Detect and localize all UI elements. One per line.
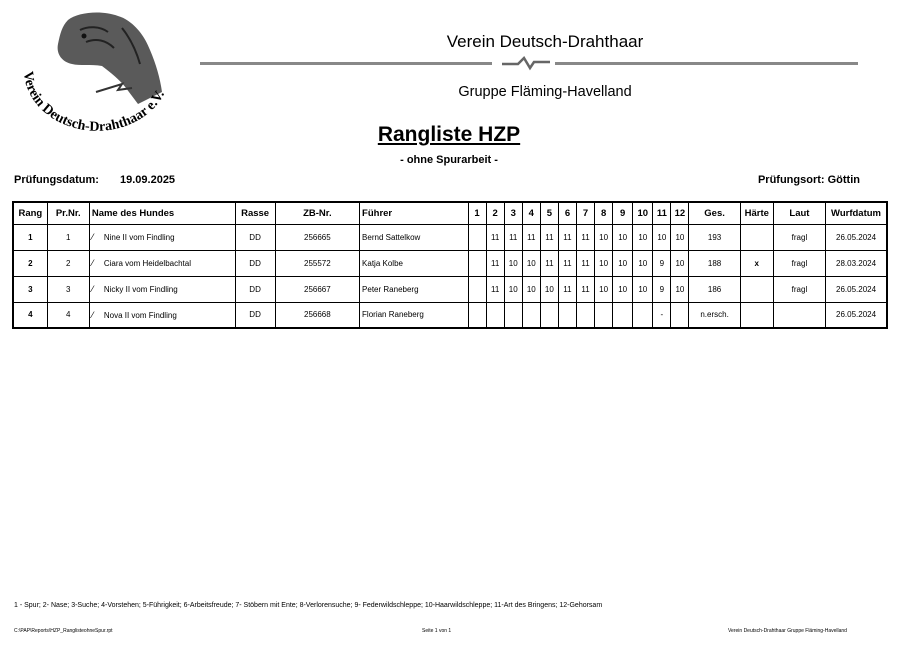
cell-s11: 9 <box>653 250 671 276</box>
cell-s4: 11 <box>522 224 540 250</box>
col-header: 3 <box>504 202 522 224</box>
cell-rang: 4 <box>13 302 47 328</box>
table-row <box>13 276 887 302</box>
cell-laut: fragl <box>773 224 825 250</box>
cell-prnr: 2 <box>47 250 89 276</box>
exam-date-value: 19.09.2025 <box>120 174 176 186</box>
cell-s12: 10 <box>671 276 689 302</box>
cell-name <box>89 224 235 250</box>
cell-s1 <box>468 224 486 250</box>
col-header: 8 <box>595 202 613 224</box>
cell-s1 <box>468 302 486 328</box>
female-symbol-icon: ⁄ <box>91 309 94 320</box>
cell-ges: 186 <box>689 276 740 302</box>
col-header: 9 <box>613 202 633 224</box>
cell-fuehrer: Peter Raneberg <box>360 276 468 302</box>
cell-s9: 10 <box>613 250 633 276</box>
page-subtitle: - ohne Spurarbeit - <box>400 154 498 166</box>
ranking-table <box>12 201 888 329</box>
cell-laut: fragl <box>773 250 825 276</box>
col-header: 11 <box>653 202 671 224</box>
cell-s3 <box>504 302 522 328</box>
cell-s12: 10 <box>671 250 689 276</box>
header-divider-right <box>555 62 858 65</box>
header-divider-left <box>200 62 492 65</box>
cell-laut: fragl <box>773 276 825 302</box>
cell-name <box>89 276 235 302</box>
table-row <box>13 224 887 250</box>
page-title: Rangliste HZP <box>377 123 521 146</box>
cell-rasse: DD <box>235 250 275 276</box>
col-header: Laut <box>773 202 825 224</box>
cell-prnr: 1 <box>47 224 89 250</box>
col-header: Führer <box>360 202 468 224</box>
cell-s8: 10 <box>595 224 613 250</box>
logo-text: Verein Deutsch-Drahthaar e.V. <box>19 70 168 135</box>
cell-laut <box>773 302 825 328</box>
cell-wurf: 26.05.2024 <box>826 276 887 302</box>
cell-s12: 10 <box>671 224 689 250</box>
cell-s5: 10 <box>540 276 558 302</box>
cell-zb: 256667 <box>275 276 359 302</box>
col-header: 4 <box>522 202 540 224</box>
cell-ges: 193 <box>689 224 740 250</box>
col-header: Ges. <box>689 202 740 224</box>
cell-rasse: DD <box>235 302 275 328</box>
cell-rang: 1 <box>13 224 47 250</box>
group-title: Gruppe Fläming-Havelland <box>458 84 632 100</box>
cell-s1 <box>468 276 486 302</box>
dog-name: Ciara vom Heidelbachtal <box>103 259 191 268</box>
cell-s9 <box>613 302 633 328</box>
cell-s6: 11 <box>558 224 576 250</box>
footer-page-number: Seite 1 von 1 <box>422 628 452 634</box>
col-header: Härte <box>740 202 773 224</box>
col-header: 5 <box>540 202 558 224</box>
cell-name <box>89 250 235 276</box>
cell-s3: 11 <box>504 224 522 250</box>
dog-name: Nine II vom Findling <box>103 233 175 242</box>
col-header: 1 <box>468 202 486 224</box>
cell-haerte <box>740 276 773 302</box>
female-symbol-icon: ⁄ <box>91 258 94 268</box>
cell-s3: 10 <box>504 276 522 302</box>
cell-s8: 10 <box>595 276 613 302</box>
cell-s6: 11 <box>558 250 576 276</box>
cell-rang: 3 <box>13 276 47 302</box>
cell-s11: - <box>653 302 671 328</box>
cell-s5: 11 <box>540 250 558 276</box>
cell-s10: 10 <box>633 276 653 302</box>
footer-organization: Verein Deutsch-Drahthaar Gruppe Fläming-Havelland <box>728 628 847 634</box>
col-header: Name des Hundes <box>89 202 235 224</box>
footer-file-path: C:\PAP\Reports\HZP_RanglisteohneSpur.rpt <box>14 628 113 634</box>
col-header: ZB-Nr. <box>275 202 359 224</box>
cell-haerte: x <box>740 250 773 276</box>
exam-place: Prüfungsort: Göttin <box>757 174 860 186</box>
cell-rasse: DD <box>235 224 275 250</box>
cell-name <box>89 302 235 328</box>
cell-zb: 255572 <box>275 250 359 276</box>
female-symbol-icon: ⁄ <box>91 232 94 242</box>
table-row <box>13 302 887 328</box>
col-header: Rasse <box>235 202 275 224</box>
cell-wurf: 28.03.2024 <box>826 250 887 276</box>
cell-s2: 11 <box>486 224 504 250</box>
cell-s2: 11 <box>486 276 504 302</box>
cell-fuehrer: Florian Raneberg <box>360 302 468 328</box>
col-header: Pr.Nr. <box>47 202 89 224</box>
cell-s11: 10 <box>653 224 671 250</box>
cell-s7: 11 <box>577 250 595 276</box>
cell-rang: 2 <box>13 250 47 276</box>
cell-s10 <box>633 302 653 328</box>
col-header: 6 <box>558 202 576 224</box>
cell-s4: 10 <box>522 276 540 302</box>
divider-ornament-icon <box>500 54 552 72</box>
cell-s10: 10 <box>633 250 653 276</box>
cell-s7: 11 <box>577 276 595 302</box>
table-header-row <box>13 202 887 224</box>
cell-ges: 188 <box>689 250 740 276</box>
legend: 1 - Spur; 2- Nase; 3-Suche; 4-Vorstehen; 5-Führigkeit; 6-Arbeitsfreude; 7- Stöbern mit Ente; 8-Verlorensuche; 9- Federwildschleppe; 10-Haarwildschleppe; 11-Art des Bringens; 12-Gehorsam <box>14 602 603 609</box>
female-symbol-icon: ⁄ <box>91 284 94 294</box>
cell-prnr: 3 <box>47 276 89 302</box>
cell-ges: n.ersch. <box>689 302 740 328</box>
cell-wurf: 26.05.2024 <box>826 302 887 328</box>
cell-wurf: 26.05.2024 <box>826 224 887 250</box>
col-header: Wurfdatum <box>826 202 887 224</box>
dog-head-icon <box>58 13 162 104</box>
table-row <box>13 250 887 276</box>
cell-s6 <box>558 302 576 328</box>
cell-s2 <box>486 302 504 328</box>
cell-s1 <box>468 250 486 276</box>
cell-rasse: DD <box>235 276 275 302</box>
cell-s10: 10 <box>633 224 653 250</box>
cell-s2: 11 <box>486 250 504 276</box>
cell-s9: 10 <box>613 224 633 250</box>
cell-fuehrer: Katja Kolbe <box>360 250 468 276</box>
col-header: 12 <box>671 202 689 224</box>
cell-s6: 11 <box>558 276 576 302</box>
cell-s12 <box>671 302 689 328</box>
col-header: 2 <box>486 202 504 224</box>
cell-haerte <box>740 302 773 328</box>
col-header: 7 <box>577 202 595 224</box>
cell-s8 <box>595 302 613 328</box>
cell-s7 <box>577 302 595 328</box>
cell-prnr: 4 <box>47 302 89 328</box>
cell-fuehrer: Bernd Sattelkow <box>360 224 468 250</box>
cell-s5 <box>540 302 558 328</box>
dog-name: Nicky II vom Findling <box>103 285 178 294</box>
cell-s8: 10 <box>595 250 613 276</box>
cell-s4: 10 <box>522 250 540 276</box>
cell-zb: 256668 <box>275 302 359 328</box>
cell-zb: 256665 <box>275 224 359 250</box>
exam-date-label: Prüfungsdatum: <box>14 174 99 186</box>
cell-s4 <box>522 302 540 328</box>
dog-name: Nova II vom Findling <box>103 310 177 320</box>
cell-haerte <box>740 224 773 250</box>
cell-s5: 11 <box>540 224 558 250</box>
cell-s3: 10 <box>504 250 522 276</box>
organization-title: Verein Deutsch-Drahthaar <box>446 32 644 51</box>
col-header: 10 <box>633 202 653 224</box>
cell-s9: 10 <box>613 276 633 302</box>
cell-s7: 11 <box>577 224 595 250</box>
cell-s11: 9 <box>653 276 671 302</box>
col-header: Rang <box>13 202 47 224</box>
